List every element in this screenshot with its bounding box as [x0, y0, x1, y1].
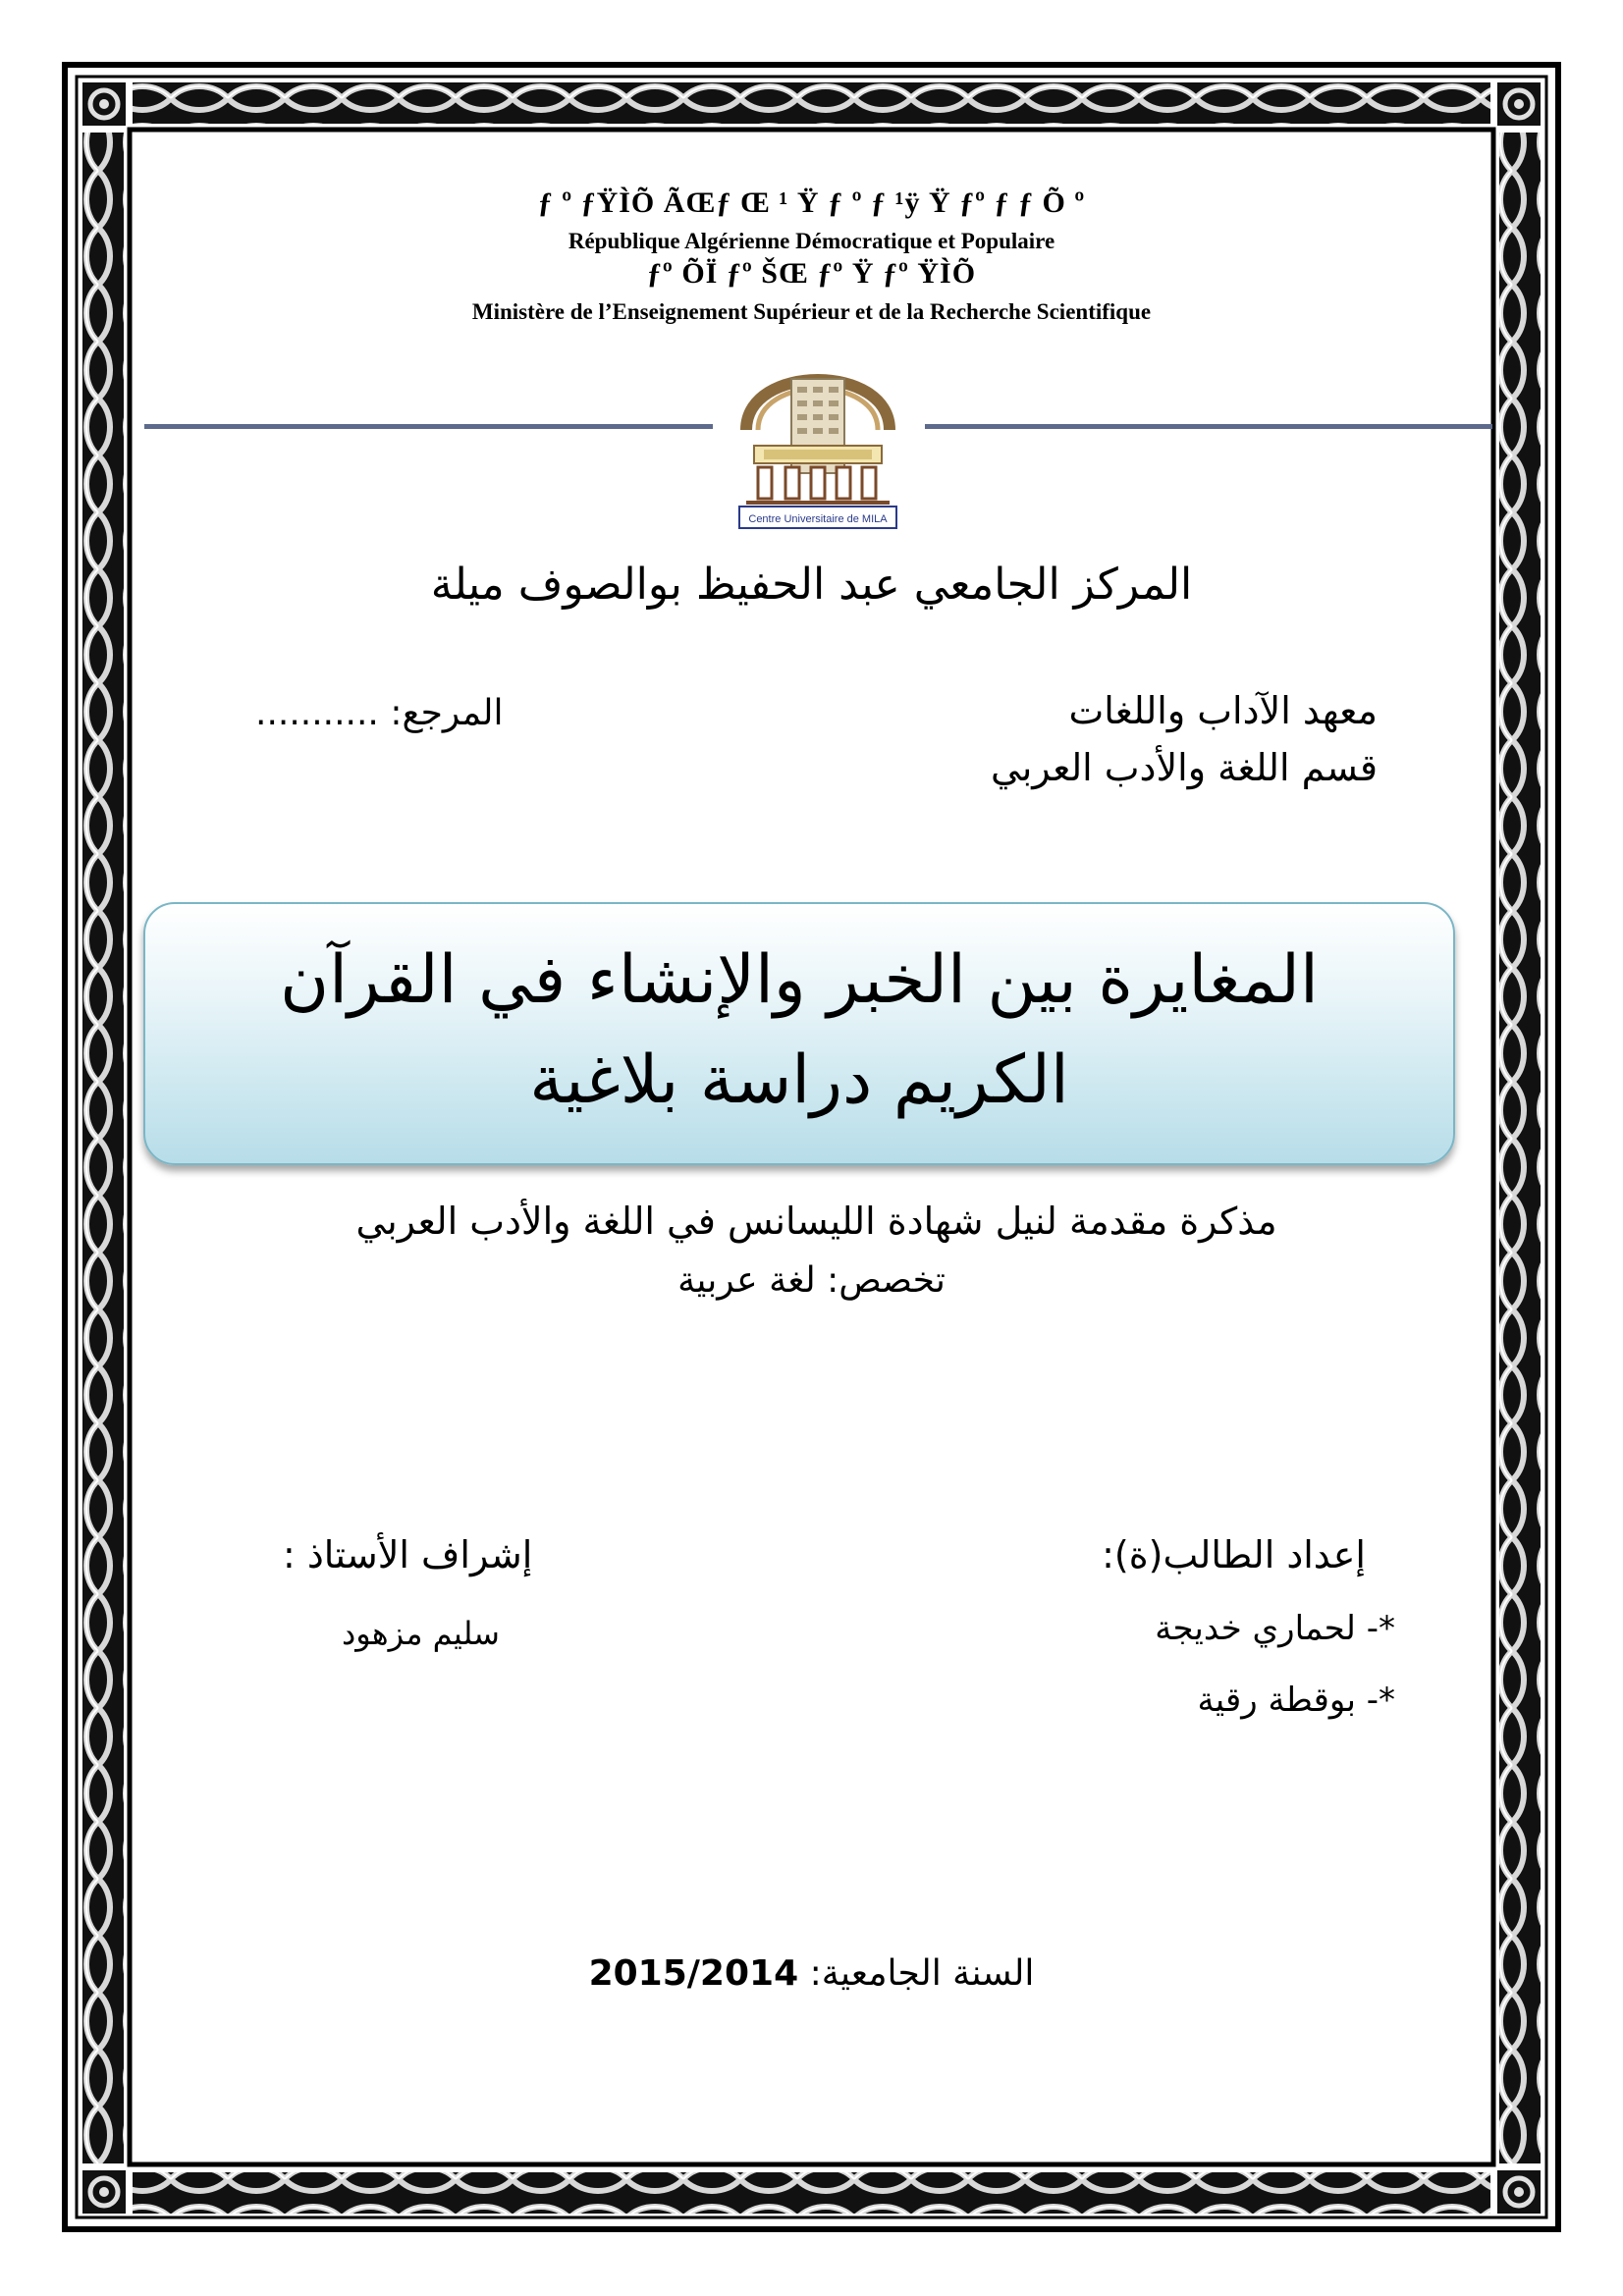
- header-republique: République Algérienne Démocratique et Populaire: [568, 229, 1055, 253]
- student-name-2: *- بوقطة رقية: [1197, 1681, 1395, 1720]
- header-arabic-line-2: ƒº ÕÏ ƒº ŠŒ ƒº Ÿ ƒº ŸÌÕ: [646, 257, 977, 290]
- header-rule-right: [925, 424, 1492, 429]
- specialty: تخصص: لغة عربية: [677, 1260, 946, 1301]
- header-rule-left: [144, 424, 713, 429]
- logo-caption: Centre Universitaire de MILA: [748, 513, 888, 525]
- corner-ornament-icon: [1497, 82, 1541, 126]
- reference-field: المرجع: ...........: [255, 693, 504, 733]
- student-name-1: *- لحماري خديجة: [1155, 1609, 1395, 1648]
- institute-name: معهد الآداب واللغات: [1068, 689, 1378, 732]
- academic-year-label: السنة الجامعية:: [809, 1953, 1035, 1994]
- memo-description: مذكرة مقدمة لنيل شهادة الليسانس في اللغة والأدب العربي: [355, 1200, 1277, 1243]
- thesis-title-box: [143, 902, 1455, 1165]
- corner-ornament-icon: [82, 2170, 126, 2214]
- thesis-title-line-2: الكريم دراسة بلاغية: [529, 1041, 1069, 1119]
- students-label: إعداد الطالب(ة):: [1102, 1533, 1366, 1576]
- supervisor-label: إشراف الأستاذ :: [283, 1533, 533, 1576]
- header-ministere: Ministère de l’Enseignement Supérieur et de la Recherche Scientifique: [471, 299, 1152, 324]
- supervisor-name: سليم مزهود: [342, 1615, 500, 1652]
- academic-year-value: 2015/2014: [588, 1953, 799, 1994]
- academic-year: [0, 1953, 1623, 1994]
- corner-ornament-icon: [82, 82, 126, 126]
- header-arabic-line-1: ƒ º ƒŸÌÕ ÃŒƒ Œ ¹ Ÿ ƒ º ƒ ¹ÿ Ÿ ƒº ƒ ƒ Õ º: [537, 187, 1086, 219]
- department-name: قسم اللغة والأدب العربي: [991, 746, 1378, 789]
- corner-ornament-icon: [1497, 2170, 1541, 2214]
- thesis-title-line-1: المغايرة بين الخبر والإنشاء في القرآن: [280, 941, 1319, 1019]
- institution-name: المركز الجامعي عبد الحفيظ بوالصوف ميلة: [430, 560, 1193, 610]
- university-logo: [734, 344, 901, 530]
